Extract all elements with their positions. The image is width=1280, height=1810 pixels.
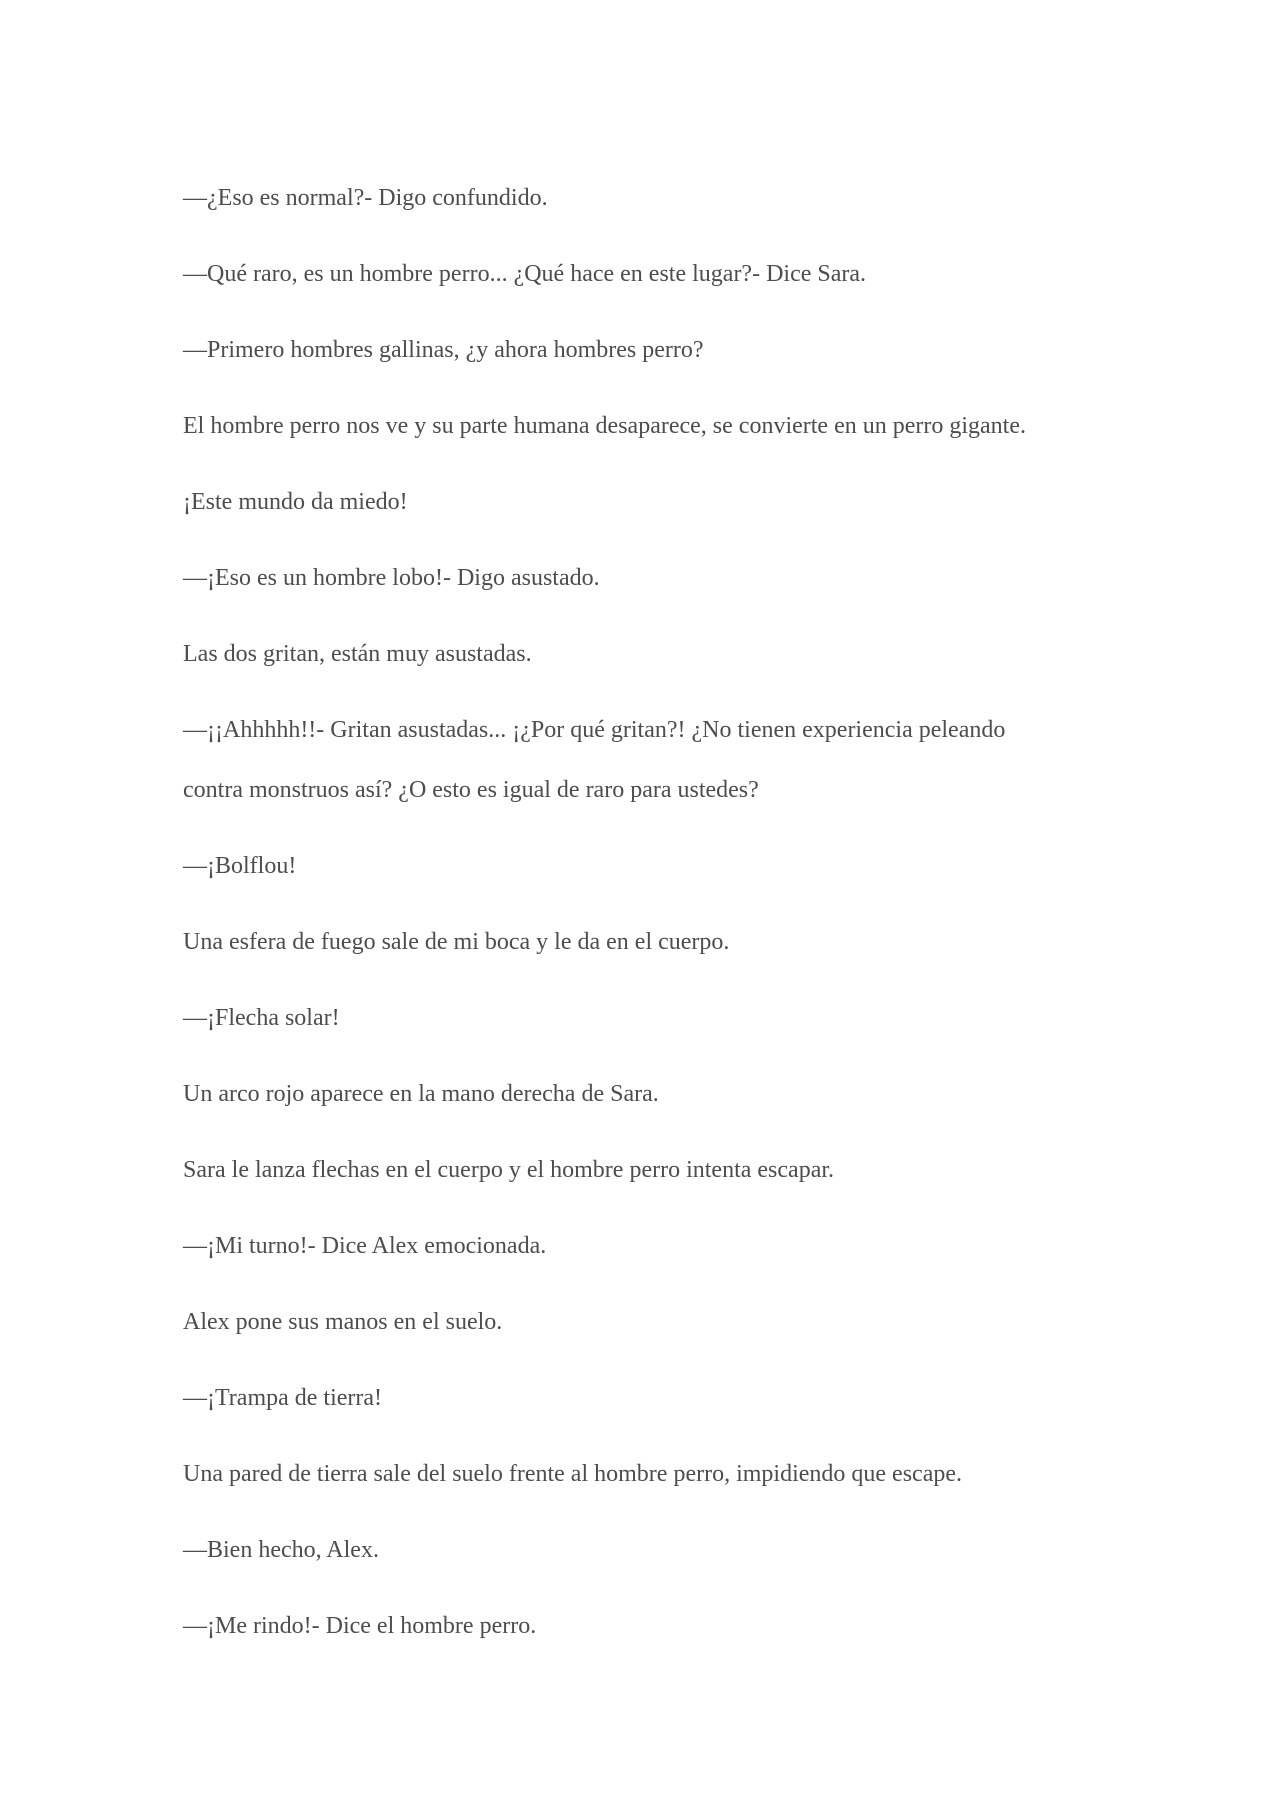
paragraph-3: —Primero hombres gallinas, ¿y ahora hombres perro? (183, 337, 704, 363)
paragraph-18: —Bien hecho, Alex. (183, 1537, 379, 1563)
paragraph-2: —Qué raro, es un hombre perro... ¿Qué hace en este lugar?- Dice Sara. (183, 261, 867, 287)
paragraph-4: El hombre perro nos ve y su parte humana desaparece, se convierte en un perro gigante. (183, 413, 1026, 439)
paragraph-16: —¡Trampa de tierra! (183, 1385, 383, 1411)
paragraph-13: Sara le lanza flechas en el cuerpo y el hombre perro intenta escapar. (183, 1157, 835, 1183)
paragraph-11: —¡Flecha solar! (183, 1005, 340, 1031)
paragraph-14: —¡Mi turno!- Dice Alex emocionada. (183, 1233, 547, 1259)
paragraph-5: ¡Este mundo da miedo! (183, 489, 408, 515)
paragraph-12: Un arco rojo aparece en la mano derecha de Sara. (183, 1081, 659, 1107)
paragraph-10: Una esfera de fuego sale de mi boca y le da en el cuerpo. (183, 929, 730, 955)
paragraph-1: —¿Eso es normal?- Digo confundido. (183, 185, 548, 211)
paragraph-6: —¡Eso es un hombre lobo!- Digo asustado. (183, 565, 600, 591)
paragraph-15: Alex pone sus manos en el suelo. (183, 1309, 503, 1335)
paragraph-17: Una pared de tierra sale del suelo frente al hombre perro, impidiendo que escape. (183, 1461, 963, 1487)
paragraph-9: —¡Bolflou! (183, 853, 297, 879)
paragraph-7: Las dos gritan, están muy asustadas. (183, 641, 532, 667)
paragraph-8-line-2: contra monstruos así? ¿O esto es igual de raro para ustedes? (183, 777, 759, 803)
paragraph-8-line-1: —¡¡Ahhhhh!!- Gritan asustadas... ¡¿Por qué gritan?! ¿No tienen experiencia peleando (183, 717, 1006, 743)
paragraph-19: —¡Me rindo!- Dice el hombre perro. (183, 1613, 537, 1639)
